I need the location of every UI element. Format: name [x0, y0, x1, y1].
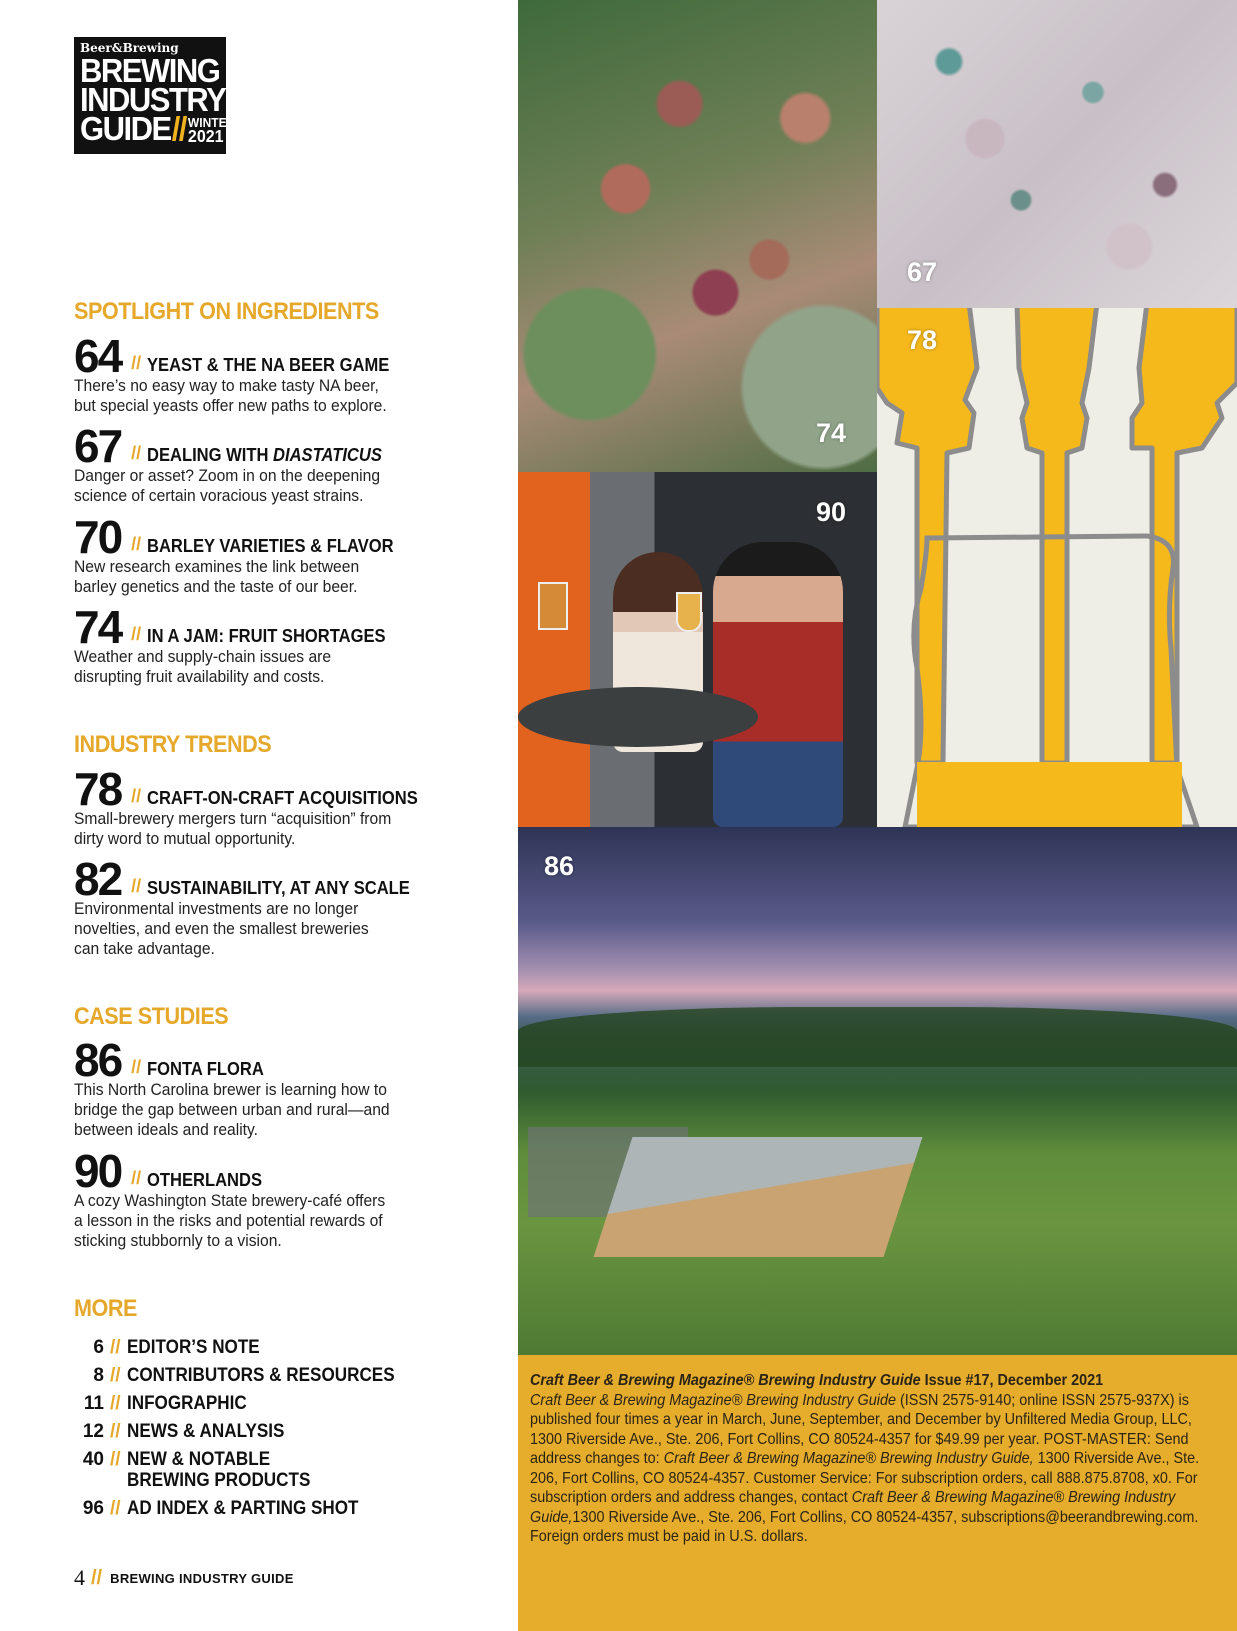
entry-description: Small-brewery mergers turn “acquisition” from dirty word to mutual opportunity.: [74, 809, 392, 848]
entry-description: New research examines the link between barley genetics and the taste of our beer.: [74, 557, 360, 596]
logo-guide: GUIDE: [80, 109, 171, 148]
photo-page-number: 86: [544, 851, 575, 881]
photo-page-number: 90: [816, 497, 847, 527]
entry-title: IN A JAM: FRUIT SHORTAGES: [147, 626, 386, 646]
toc-entry[interactable]: [74, 511, 494, 597]
masthead-publication-name-2: Craft Beer & Brewing Magazine® Brewing Industry Guide,: [663, 1450, 1034, 1467]
more-heading: MORE: [74, 1295, 137, 1322]
more-page-number: 40: [82, 1449, 104, 1470]
entry-page-number: 64: [74, 330, 122, 382]
logo-line-1: BREWING: [80, 51, 220, 90]
toc-entry[interactable]: [74, 1145, 494, 1251]
toc-entry[interactable]: [74, 763, 494, 849]
more-item[interactable]: [74, 1421, 424, 1442]
more-page-number: 8: [93, 1365, 104, 1386]
entry-description: There’s no easy way to make tasty NA beer, but special yeasts offer new paths to explore.: [74, 376, 387, 415]
slash-separator: //: [110, 1365, 121, 1386]
photo-page-number: 78: [907, 325, 938, 355]
entry-page-number: 74: [74, 601, 122, 653]
logo-line-2: INDUSTRY: [80, 80, 226, 119]
logo-line-3: [80, 109, 236, 148]
more-item[interactable]: [74, 1498, 424, 1519]
entry-description: Danger or asset? Zoom in on the deepening science of certain voracious yeast strains.: [74, 466, 381, 505]
page-footer: [74, 1565, 294, 1591]
toc-entry[interactable]: [74, 420, 494, 506]
magazine-logo: [74, 37, 236, 154]
masthead-body-1: (ISSN 2575-9140; online ISSN 2575-937X) is published four times a year in March, June, September, and December by Unfiltered Media Group, LLC, 1300 Riverside Ave., Ste. 206, Fort Collins, CO 80524-4357 for $49.99 per year. POST-MASTER: Send address changes to:: [530, 1391, 1192, 1467]
slash-separator: //: [131, 624, 142, 644]
masthead-publication-name-3: Craft Beer & Brewing Magazine® Brewing Industry Guide,: [530, 1489, 1176, 1526]
logo-season: WINTER: [187, 115, 236, 131]
logo-year: 2021: [187, 128, 224, 147]
slash-separator: //: [131, 876, 142, 896]
logo-issue: [188, 116, 235, 146]
slash-separator: //: [110, 1498, 121, 1519]
slash-separator: //: [110, 1449, 121, 1470]
entry-page-number: 90: [74, 1145, 122, 1197]
logo-slash: //: [171, 109, 186, 148]
table-shape: [518, 687, 758, 747]
slash-separator: //: [131, 353, 142, 373]
more-item[interactable]: [74, 1337, 424, 1358]
more-list: [74, 1337, 424, 1526]
more-title: INFOGRAPHIC: [126, 1393, 247, 1414]
bottles-illustration[interactable]: [877, 308, 1237, 827]
photo-page-number: 74: [816, 418, 847, 448]
masthead-issue: Issue #17, December 2021: [920, 1372, 1104, 1389]
entry-title: FONTA FLORA: [147, 1059, 265, 1079]
slash-separator: //: [131, 1168, 142, 1188]
more-title-line-2: BREWING PRODUCTS: [126, 1470, 310, 1491]
entry-page-number: 86: [74, 1034, 122, 1086]
entry-title-italic: DIASTATICUS: [273, 445, 383, 465]
more-item[interactable]: [74, 1393, 424, 1414]
toc-entry[interactable]: [74, 853, 494, 959]
photo-page-number: 67: [907, 257, 938, 287]
more-title: CONTRIBUTORS & RESOURCES: [126, 1365, 395, 1386]
entry-page-number: 67: [74, 420, 122, 472]
more-item[interactable]: [74, 1449, 424, 1491]
masthead-title: Craft Beer & Brewing Magazine® Brewing Industry Guide: [530, 1372, 921, 1389]
more-page-number: 6: [93, 1337, 104, 1358]
section-heading: SPOTLIGHT ON INGREDIENTS: [74, 298, 379, 325]
slash-separator: //: [110, 1421, 121, 1442]
entry-title: [147, 445, 382, 465]
more-title-line-1: NEW & NOTABLE: [126, 1449, 270, 1470]
man-figure: [713, 542, 843, 827]
page-number: 4: [74, 1565, 85, 1590]
slash-separator: //: [110, 1337, 121, 1358]
footer-label: BREWING INDUSTRY GUIDE: [110, 1570, 294, 1586]
otherlands-people-photo[interactable]: [518, 472, 877, 827]
more-page-number: 96: [82, 1498, 104, 1519]
entry-description: A cozy Washington State brewery-café offers a lesson in the risks and potential rewards of sticking stubbornly to a vision.: [74, 1191, 386, 1250]
slash-separator: //: [131, 1057, 142, 1077]
more-item[interactable]: [74, 1365, 424, 1386]
toc-entry[interactable]: [74, 330, 494, 416]
bottles-graphic: [877, 308, 1237, 827]
yeast-micrograph-photo[interactable]: [877, 0, 1237, 308]
section-heading: CASE STUDIES: [74, 1003, 229, 1030]
toc-entry[interactable]: [74, 601, 494, 687]
barn-building: [594, 1137, 923, 1257]
masthead-text: [530, 1371, 1223, 1547]
fonta-flora-landscape-photo[interactable]: [518, 827, 1237, 1355]
slash-separator: //: [110, 1393, 121, 1414]
entry-page-number: 78: [74, 763, 122, 815]
toc-entry[interactable]: [74, 1034, 494, 1140]
entry-description: This North Carolina brewer is learning how to bridge the gap between urban and rural—and between ideals and reality.: [74, 1080, 390, 1139]
slash-separator: //: [131, 443, 142, 463]
masthead-block: [518, 1355, 1237, 1631]
entry-title: CRAFT-ON-CRAFT ACQUISITIONS: [147, 788, 418, 808]
raspberry-photo[interactable]: [518, 0, 877, 472]
entry-description: Environmental investments are no longer novelties, and even the smallest breweries can take advantage.: [74, 899, 369, 958]
tree-line: [518, 1007, 1237, 1067]
slash-separator: //: [131, 786, 142, 806]
section-heading: INDUSTRY TRENDS: [74, 731, 272, 758]
beer-glass: [676, 592, 702, 632]
more-page-number: 11: [83, 1393, 104, 1414]
more-title: NEWS & ANALYSIS: [126, 1421, 284, 1442]
entry-description: Weather and supply-chain issues are disrupting fruit availability and costs.: [74, 647, 332, 686]
masthead-publication-name: Craft Beer & Brewing Magazine® Brewing Industry Guide: [530, 1391, 896, 1409]
entry-page-number: 70: [74, 511, 122, 563]
logo-brand: Beer&Brewing: [80, 41, 179, 55]
more-title: AD INDEX & PARTING SHOT: [126, 1498, 359, 1519]
more-title: EDITOR’S NOTE: [126, 1337, 260, 1358]
more-page-number: 12: [82, 1421, 104, 1442]
masthead-body-2: 1300 Riverside Ave., Ste. 206, Fort Collins, CO 80524-4357. Customer Service: For subscription orders, call 888.875.8708, x0. For subscription orders and address changes, contact: [530, 1450, 1200, 1506]
entry-page-number: 82: [74, 853, 122, 905]
entry-title: OTHERLANDS: [147, 1170, 263, 1190]
slash-separator: //: [131, 534, 142, 554]
masthead-body-3: 1300 Riverside Ave., Ste. 206, Fort Collins, CO 80524-4357, subscriptions@beerandbrewing.com. Foreign orders must be paid in U.S. dollars.: [530, 1508, 1199, 1545]
entry-title: YEAST & THE NA BEER GAME: [147, 355, 390, 375]
more-title: [127, 1449, 310, 1491]
footer-slash: //: [91, 1566, 103, 1589]
entry-title: SUSTAINABILITY, AT ANY SCALE: [147, 878, 411, 898]
entry-title-text: DEALING WITH: [147, 445, 274, 465]
beer-mug: [538, 582, 568, 630]
entry-title: BARLEY VARIETIES & FLAVOR: [147, 536, 394, 556]
